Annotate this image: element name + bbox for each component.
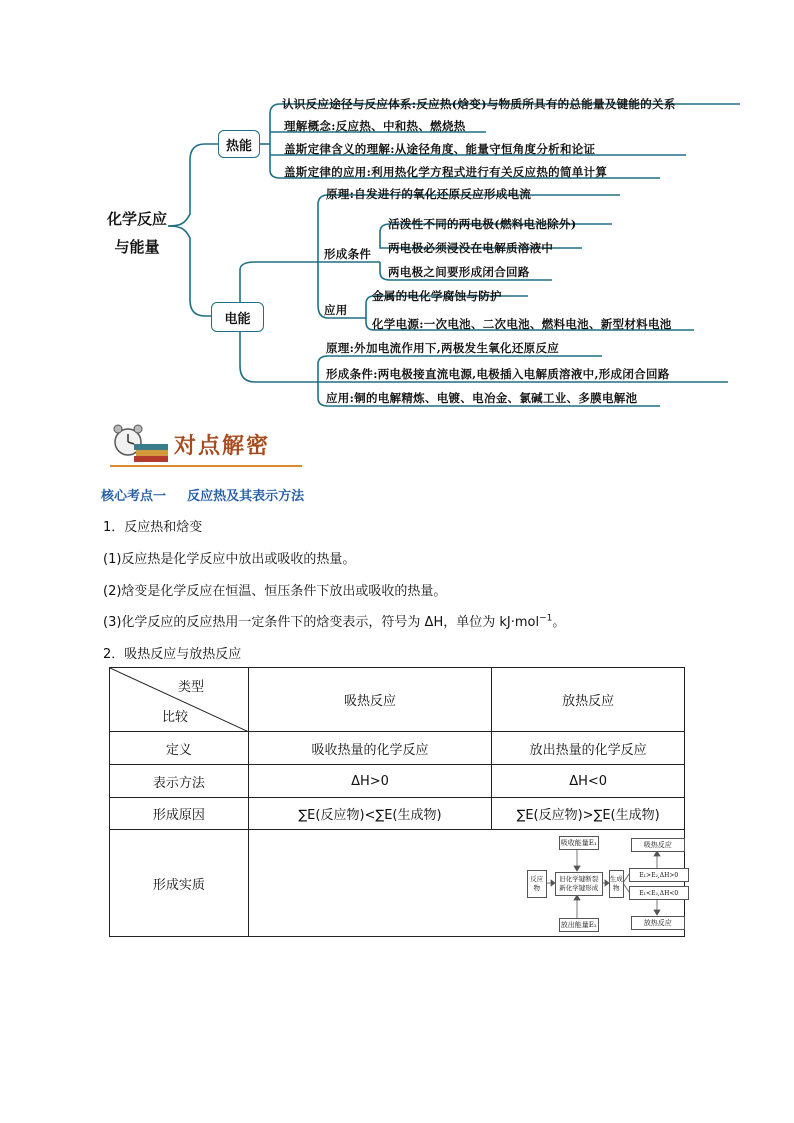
flow-out-exo: 放热反应 xyxy=(631,916,685,930)
cell-endothermic: ∑E(反应物)<∑E(生成物) xyxy=(248,798,492,830)
heading-prefix: 核心考点一 xyxy=(101,489,167,504)
root-line-1: 化学反应 xyxy=(106,210,167,228)
table-row xyxy=(110,798,685,830)
flow-cond-exo: E₁<E₂,ΔH<0 xyxy=(629,886,689,900)
battery-application-1: 金属的电化学腐蚀与防护 xyxy=(372,289,502,303)
paragraph-3 xyxy=(103,611,565,630)
cell-endothermic: ΔH>0 xyxy=(248,765,492,798)
flow-release: 放出能量E₂ xyxy=(559,918,599,932)
electric-node: 电能 xyxy=(211,302,264,332)
paragraph-2: (2)焓变是化学反应在恒温、恒压条件下放出或吸收的热量。 xyxy=(103,584,447,599)
flow-diagram xyxy=(519,834,699,932)
table-row xyxy=(110,732,685,765)
heat-item-4: 盖斯定律的应用:利用热化学方程式进行有关反应热的简单计算 xyxy=(284,165,608,179)
electrolysis-application: 应用:铜的电解精炼、电镀、电冶金、氯碱工业、多膜电解池 xyxy=(326,391,638,405)
paragraph-3-end: 。 xyxy=(552,615,566,630)
row-label: 表示方法 xyxy=(110,765,249,798)
row-label: 定义 xyxy=(110,732,249,765)
comparison-table xyxy=(109,667,685,937)
heat-item-1: 认识反应途径与反应体系:反应热(焓变)与物质所具有的总能量及键能的关系 xyxy=(282,97,676,111)
flow-middle: 旧化学键断裂 新化学键形成 xyxy=(555,872,603,896)
corner-bottom-label: 比较 xyxy=(162,710,189,725)
cell-endothermic: 吸收热量的化学反应 xyxy=(248,732,492,765)
section-heading xyxy=(101,485,304,504)
battery-application-label: 应用 xyxy=(324,303,348,317)
battery-condition-2: 两电极必须浸没在电解质溶液中 xyxy=(388,241,554,255)
flow-absorb: 吸收能量E₁ xyxy=(559,836,599,850)
table-header-row xyxy=(110,668,685,732)
battery-conditions-label: 形成条件 xyxy=(324,247,372,261)
heat-item-3: 盖斯定律含义的理解:从途径角度、能量守恒角度分析和论证 xyxy=(284,142,596,156)
cell-exothermic: 放出热量的化学反应 xyxy=(492,732,685,765)
heat-item-2: 理解概念:反应热、中和热、燃烧热 xyxy=(284,119,466,133)
paragraph-1: (1)反应热是化学反应中放出或吸收的热量。 xyxy=(103,552,356,567)
mindmap-root xyxy=(102,205,172,261)
flow-reactant: 反应物 xyxy=(527,870,547,898)
flow-product: 生成物 xyxy=(609,870,624,898)
battery-principle: 原理:自发进行的氧化还原反应形成电流 xyxy=(326,187,532,201)
subheading-1: 1．反应热和焓变 xyxy=(103,520,203,535)
heat-node: 热能 xyxy=(218,130,260,158)
electrolysis-principle: 原理:外加电流作用下,两极发生氧化还原反应 xyxy=(326,341,560,355)
flow-out-endo: 吸热反应 xyxy=(631,838,685,852)
header-endothermic: 吸热反应 xyxy=(248,668,492,732)
cell-exothermic: ∑E(反应物)>∑E(生成物) xyxy=(492,798,685,830)
table-row xyxy=(110,830,685,937)
books-icon xyxy=(134,444,168,462)
header-exothermic: 放热反应 xyxy=(492,668,685,732)
cell-exothermic: ΔH<0 xyxy=(492,765,685,798)
corner-top-label: 类型 xyxy=(178,680,205,695)
unit-exponent: −1 xyxy=(539,613,553,624)
root-line-2: 与能量 xyxy=(114,238,160,256)
paragraph-3-text: (3)化学反应的反应热用一定条件下的焓变表示，符号为 ΔH，单位为 kJ·mol xyxy=(103,615,540,630)
banner-title: 对点解密 xyxy=(174,433,271,459)
row-label: 形成原因 xyxy=(110,798,249,830)
battery-application-2: 化学电源:一次电池、二次电池、燃料电池、新型材料电池 xyxy=(372,317,672,331)
table-row xyxy=(110,765,685,798)
battery-condition-3: 两电极之间要形成闭合回路 xyxy=(388,265,530,279)
electrolysis-conditions: 形成条件:两电极接直流电源,电极插入电解质溶液中,形成闭合回路 xyxy=(326,367,670,381)
flow-cond-endo: E₁>E₂,ΔH>0 xyxy=(629,868,689,882)
corner-cell xyxy=(110,668,249,732)
battery-condition-1: 活泼性不同的两电极(燃料电池除外) xyxy=(388,217,577,231)
subheading-2: 2．吸热反应与放热反应 xyxy=(103,647,242,662)
heading-title: 反应热及其表示方法 xyxy=(187,489,305,504)
row-label: 形成实质 xyxy=(110,830,249,937)
flow-diagram-cell xyxy=(248,830,684,937)
